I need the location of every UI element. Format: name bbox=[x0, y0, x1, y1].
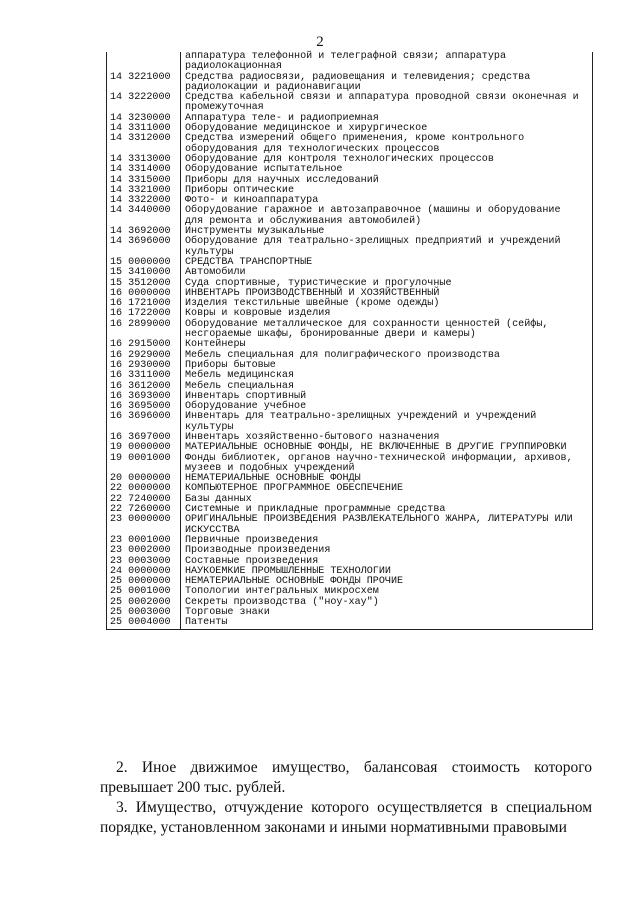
okof-name: Фонды библиотек, органов научно-технической информации, архивов, музеев и подобных учреждений bbox=[181, 454, 593, 475]
okof-code: 23 0001000 bbox=[107, 536, 181, 546]
okof-name: Топологии интегральных микросхем bbox=[181, 587, 593, 597]
okof-code: 16 2915000 bbox=[107, 340, 181, 350]
okof-code: 14 3440000 bbox=[107, 206, 181, 227]
okof-code: 14 3221000 bbox=[107, 73, 181, 94]
okof-code: 16 3693000 bbox=[107, 392, 181, 402]
okof-code: 25 0001000 bbox=[107, 587, 181, 597]
table-row bbox=[107, 536, 593, 546]
table-row bbox=[107, 206, 593, 227]
okof-code: 16 2899000 bbox=[107, 320, 181, 341]
okof-name: Приборы бытовые bbox=[181, 361, 593, 371]
okof-code: 14 3692000 bbox=[107, 227, 181, 237]
okof-code: 16 3696000 bbox=[107, 412, 181, 433]
okof-name: КОМПЬЮТЕРНОЕ ПРОГРАММНОЕ ОБЕСПЕЧЕНИЕ bbox=[181, 484, 593, 494]
okof-name: ИНВЕНТАРЬ ПРОИЗВОДСТВЕННЫЙ И ХОЗЯЙСТВЕННЫЙ bbox=[181, 289, 593, 299]
okof-code: 14 3322000 bbox=[107, 196, 181, 206]
okof-code: 14 3313000 bbox=[107, 155, 181, 165]
okof-name: Аппаратура теле- и радиоприемная bbox=[181, 114, 593, 124]
table-row bbox=[107, 176, 593, 186]
okof-name: Приборы для научных исследований bbox=[181, 176, 593, 186]
classifier-table bbox=[106, 52, 593, 630]
okof-name: Ковры и ковровые изделия bbox=[181, 309, 593, 319]
table-row bbox=[107, 351, 593, 361]
table-row bbox=[107, 155, 593, 165]
okof-code: 14 3314000 bbox=[107, 165, 181, 175]
okof-name: Приборы оптические bbox=[181, 186, 593, 196]
okof-name: Мебель специальная для полиграфического производства bbox=[181, 351, 593, 361]
okof-name: Базы данных bbox=[181, 495, 593, 505]
okof-code: 24 0000000 bbox=[107, 567, 181, 577]
okof-code: 25 0000000 bbox=[107, 577, 181, 587]
okof-name: Патенты bbox=[181, 618, 593, 629]
okof-code: 25 0002000 bbox=[107, 598, 181, 608]
okof-name: Средства измерений общего применения, кроме контрольного оборудования для технологических процессов bbox=[181, 134, 593, 155]
okof-name: Инвентарь спортивный bbox=[181, 392, 593, 402]
okof-name: Средства кабельной связи и аппаратура проводной связи оконечная и промежуточная bbox=[181, 93, 593, 114]
okof-code: 16 1721000 bbox=[107, 299, 181, 309]
okof-code: 23 0003000 bbox=[107, 557, 181, 567]
table-row bbox=[107, 371, 593, 381]
table-row bbox=[107, 134, 593, 155]
okof-name: Оборудование для театрально-зрелищных предприятий и учреждений культуры bbox=[181, 237, 593, 258]
table-row bbox=[107, 93, 593, 114]
okof-code: 22 7260000 bbox=[107, 505, 181, 515]
okof-name: СРЕДСТВА ТРАНСПОРТНЫЕ bbox=[181, 258, 593, 268]
okof-code: 19 0001000 bbox=[107, 454, 181, 475]
okof-name: НАУКОЕМКИЕ ПРОМЫШЛЕННЫЕ ТЕХНОЛОГИИ bbox=[181, 567, 593, 577]
table-row bbox=[107, 412, 593, 433]
okof-code: 25 0003000 bbox=[107, 608, 181, 618]
okof-code: 22 0000000 bbox=[107, 484, 181, 494]
okof-name: МАТЕРИАЛЬНЫЕ ОСНОВНЫЕ ФОНДЫ, НЕ ВКЛЮЧЕННЫЕ В ДРУГИЕ ГРУППИРОВКИ bbox=[181, 443, 593, 453]
table-row bbox=[107, 320, 593, 341]
paragraph-3: 3. Имущество, отчуждение которого осуществляется в специальном порядке, установленном законами и иными нормативными правовыми bbox=[100, 799, 592, 836]
okof-code: 16 0000000 bbox=[107, 289, 181, 299]
okof-code: 14 3321000 bbox=[107, 186, 181, 196]
okof-name: Оборудование металлическое для сохранности ценностей (сейфы, несгораемые шкафы, бронированные двери и камеры) bbox=[181, 320, 593, 341]
okof-name: НЕМАТЕРИАЛЬНЫЕ ОСНОВНЫЕ ФОНДЫ bbox=[181, 474, 593, 484]
okof-code: 23 0002000 bbox=[107, 546, 181, 556]
okof-code: 16 3697000 bbox=[107, 433, 181, 443]
okof-name: Торговые знаки bbox=[181, 608, 593, 618]
okof-name: Составные произведения bbox=[181, 557, 593, 567]
okof-code: 14 3696000 bbox=[107, 237, 181, 258]
table-row bbox=[107, 258, 593, 268]
table-row bbox=[107, 186, 593, 196]
okof-code: 19 0000000 bbox=[107, 443, 181, 453]
table-row bbox=[107, 392, 593, 402]
table-row bbox=[107, 52, 593, 73]
okof-code: 14 3222000 bbox=[107, 93, 181, 114]
okof-name: НЕМАТЕРИАЛЬНЫЕ ОСНОВНЫЕ ФОНДЫ ПРОЧИЕ bbox=[181, 577, 593, 587]
table-row bbox=[107, 515, 593, 536]
okof-code: 15 0000000 bbox=[107, 258, 181, 268]
okof-name: Оборудование для контроля технологических процессов bbox=[181, 155, 593, 165]
okof-name: Мебель специальная bbox=[181, 382, 593, 392]
okof-code: 20 0000000 bbox=[107, 474, 181, 484]
table-row bbox=[107, 546, 593, 556]
okof-code: 16 3612000 bbox=[107, 382, 181, 392]
okof-code: 16 2929000 bbox=[107, 351, 181, 361]
okof-code bbox=[107, 52, 181, 73]
okof-code: 16 1722000 bbox=[107, 309, 181, 319]
okof-name: Оборудование медицинское и хирургическое bbox=[181, 124, 593, 134]
table-row bbox=[107, 598, 593, 608]
okof-name: Инструменты музыкальные bbox=[181, 227, 593, 237]
okof-name: ОРИГИНАЛЬНЫЕ ПРОИЗВЕДЕНИЯ РАЗВЛЕКАТЕЛЬНОГО ЖАНРА, ЛИТЕРАТУРЫ ИЛИ ИСКУССТВА bbox=[181, 515, 593, 536]
okof-name: Суда спортивные, туристические и прогулочные bbox=[181, 279, 593, 289]
okof-name: Производные произведения bbox=[181, 546, 593, 556]
page-number: 2 bbox=[316, 34, 324, 50]
okof-code: 16 3695000 bbox=[107, 402, 181, 412]
okof-code: 14 3315000 bbox=[107, 176, 181, 186]
table-row bbox=[107, 608, 593, 618]
okof-name: Средства радиосвязи, радиовещания и телевидения; средства радиолокации и радионавигации bbox=[181, 73, 593, 94]
table-row bbox=[107, 382, 593, 392]
okof-name: Первичные произведения bbox=[181, 536, 593, 546]
okof-name: Оборудование испытательное bbox=[181, 165, 593, 175]
okof-name: Автомобили bbox=[181, 268, 593, 278]
okof-code: 15 3410000 bbox=[107, 268, 181, 278]
okof-code: 15 3512000 bbox=[107, 279, 181, 289]
okof-code: 14 3230000 bbox=[107, 114, 181, 124]
table-row bbox=[107, 454, 593, 475]
okof-name: Секреты производства ("ноу-хау") bbox=[181, 598, 593, 608]
okof-code: 14 3312000 bbox=[107, 134, 181, 155]
table-row bbox=[107, 618, 593, 629]
paragraph-2: 2. Иное движимое имущество, балансовая стоимость которого превышает 200 тыс. рублей. bbox=[100, 759, 592, 796]
okof-code: 16 3311000 bbox=[107, 371, 181, 381]
okof-name: Фото- и киноаппаратура bbox=[181, 196, 593, 206]
okof-name: Инвентарь для театрально-зрелищных учреждений и учреждений культуры bbox=[181, 412, 593, 433]
okof-name: Изделия текстильные швейные (кроме одежды) bbox=[181, 299, 593, 309]
okof-name: Контейнеры bbox=[181, 340, 593, 350]
okof-name: Оборудование гаражное и автозаправочное (машины и оборудование для ремонта и обслуживания автомобилей) bbox=[181, 206, 593, 227]
okof-code: 23 0000000 bbox=[107, 515, 181, 536]
table-row bbox=[107, 268, 593, 278]
table-row bbox=[107, 73, 593, 94]
okof-name: Системные и прикладные программные средства bbox=[181, 505, 593, 515]
okof-name: аппаратура телефонной и телеграфной связи; аппаратура радиолокационная bbox=[181, 52, 593, 73]
okof-code: 22 7240000 bbox=[107, 495, 181, 505]
okof-name: Мебель медицинская bbox=[181, 371, 593, 381]
okof-code: 14 3311000 bbox=[107, 124, 181, 134]
table-row bbox=[107, 237, 593, 258]
okof-code: 16 2930000 bbox=[107, 361, 181, 371]
table-row bbox=[107, 484, 593, 494]
table-row bbox=[107, 361, 593, 371]
okof-name: Инвентарь хозяйственно-бытового назначения bbox=[181, 433, 593, 443]
table-row bbox=[107, 299, 593, 309]
okof-name: Оборудование учебное bbox=[181, 402, 593, 412]
okof-code: 25 0004000 bbox=[107, 618, 181, 629]
